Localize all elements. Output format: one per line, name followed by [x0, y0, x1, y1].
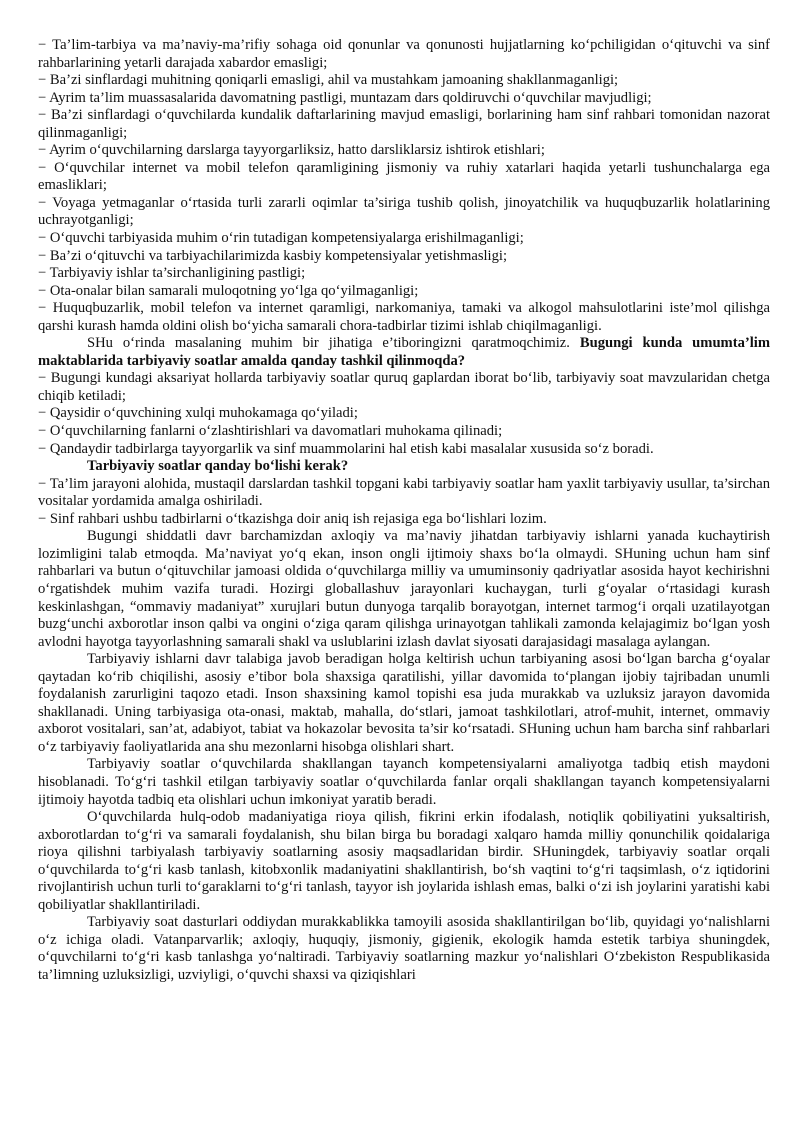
body-paragraph: Oʻquvchilarda hulq-odob madaniyatiga rioya qilish, fikrini erkin ifodalash, notiqlik qobiliyatini yuksaltirish, axborotlardan toʻgʻri va samarali foydalanish, shu bilan birga bu boradagi xalqaro hamda milliy qonunchilik qoidalariga rioya qilishni tarbiyalash tarbiyaviy soatlarning asosiy maqsadlaridan birdir. SHuningdek, tarbiyaviy soatlar orqali oʻquvchilarda toʻgʻri kasb tanlash, kitobxonlik madaniyatini shakllantirish, boʻsh vaqtini toʻgʻri taqsimlash, oʻz iqtidorini rivojlantirish uchun turli toʻgaraklarni toʻgʻri tanlash, tayyor ish joylarida ishlash emas, balki oʻzi ish joylarini yaratishi kabi qobiliyatlar shakllantiriladi.: [38, 809, 770, 913]
list-item: − Bugungi kundagi aksariyat hollarda tarbiyaviy soatlar quruq gaplardan iborat boʻlib, tarbiyaviy soat mavzularidan chetga chiqib ketiladi;: [38, 370, 770, 404]
section-heading: Tarbiyaviy soatlar qanday boʻlishi kerak?: [87, 458, 349, 475]
list-item: − Ta’lim jarayoni alohida, mustaqil darslardan tashkil topgani kabi tarbiyaviy soatlar ham yaxlit tarbiyaviy usullar, ta’sirchan vositalar yordamida amalga oshiriladi.: [38, 475, 770, 510]
bold-question: Bugungi kunda umumta’lim maktablarida tarbiyaviy soatlar amalda qanday tashkil qilinmoqda?: [38, 335, 770, 369]
list-item: − Ba’zi sinflardagi oʻquvchilarda kundalik daftarlarining mavjud emasligi, borlarining ham sinf rahbari tomonidan nazorat qilinmaganligi;: [38, 107, 770, 141]
list-item: − Sinf rahbari ushbu tadbirlarni oʻtkazishga doir aniq ish rejasiga ega boʻlishlari lozim.: [38, 510, 547, 527]
body-paragraph: Bugungi shiddatli davr barchamizdan axloqiy va ma’naviy jihatdan tarbiyaviy ishlarni yanada kuchaytirish lozimligini talab etmoqda. Ma’naviyat yoʻq ekan, inson ongli ijtimoiy shaxs boʻla olmaydi. SHuning uchun ham sinf rahbarlari va butun oʻqituvchilar jamoasi oldida oʻquvchilarga milliy va umuminsoniy qadriyatlar asosida hayot kechirishni oʻrgatishdek muhim vazifa turadi. Hozirgi globallashuv jarayonlari kuchaygan, turli gʻoyalar oʻrtasidagi kurash keskinlashgan, “ommaviy madaniyat” xurujlari butun dunyoga tarqalib borayotgan, internet tarmogʻi orqali uzatilayotgan buzgʻunchi axborotlar inson qalbi va ongini oʻziga qaram qilishga urinayotgan tahlikali zamonda kelajagimiz boʻlgan yosh avlodni hayotga tayyorlashning samarali shakl va uslublarini izlash davlat siyosati darajasidagi masalaga aylangan.: [38, 528, 770, 650]
paragraph-text: SHu oʻrinda masalaning muhim bir jihatiga e’tiboringizni qaratmoqchimiz.: [87, 335, 580, 352]
list-item: − Tarbiyaviy ishlar ta’sirchanligining pastligi;: [38, 265, 306, 282]
body-paragraph: Tarbiyaviy soat dasturlari oddiydan murakkablikka tamoyili asosida shakllantirilgan boʻlib, quyidagi yoʻnalishlarni oʻz ichiga oladi. Vatanparvarlik; axloqiy, huquqiy, jismoniy, gigienik, ekologik hamda estetik tarbiya shuningdek, oʻquvchilarni toʻgʻri kasb tanlashga yoʻnaltiradi. Tarbiyaviy soatlarning mazkur yoʻnalishlari Oʻzbekiston Respublikasida ta’limning uzluksizligi, uzviyligi, oʻquvchi shaxsi va qiziqishlari: [38, 914, 770, 983]
list-item: − Ota-onalar bilan samarali muloqotning yoʻlga qoʻyilmaganligi;: [38, 282, 419, 299]
body-paragraph: Tarbiyaviy soatlar oʻquvchilarda shakllangan tayanch kompetensiyalarni amaliyotga tadbiq etish maydoni hisoblanadi. Toʻgʻri tashkil etilgan tarbiyaviy soatlar oʻquvchilarda fanlar orqali shakllangan tayanch kompetensiyalarni ijtimoiy hayotda tadbiq eta olishlari uchun imkoniyat yaratib beradi.: [38, 756, 770, 808]
document-page: [38, 37, 770, 985]
body-paragraph: Tarbiyaviy ishlarni davr talabiga javob beradigan holga keltirish uchun tarbiyaning asosi boʻlgan barcha gʻoyalar qaytadan koʻrib chiqilishi, asosiy e’tibor bola shaxsiga qaratilishi, yillar davomida toʻplangan ijobiy tajribadan unumli foydalanish zarurligini taqozo etadi. Inson shaxsining kamol topishi esa juda murakkab va uzluksiz jarayon davomida shakllanadi. Uning tarbiyasiga ota-onasi, maktab, mahalla, doʻstlari, jamoat tashkilotlari, atrof-muhit, internet, ommaviy axborot vositalari, san’at, adabiyot, tabiat va hokazolar bevosita ta’sir koʻrsatadi. SHuning uchun ham barcha sinf rahbarlari oʻz tarbiyaviy faoliyatlarida ana shu mezonlarni hisobga olishlari shart.: [38, 651, 770, 755]
body-paragraph: [38, 335, 770, 370]
list-item: − Voyaga yetmaganlar oʻrtasida turli zararli oqimlar ta’siriga tushib qolish, jinoyatchilik va huquqbuzarlik holatlarining uchrayotganligi;: [38, 194, 770, 229]
list-item: − Ayrim oʻquvchilarning darslarga tayyorgarliksiz, hatto darsliklarsiz ishtirok etishlari;: [38, 142, 545, 159]
list-item: − Huquqbuzarlik, mobil telefon va internet qaramligi, narkomaniya, tamaki va alkogol mahsulotlarini iste’mol qilishga qarshi kurash hamda oldini olish boʻyicha samarali chora-tadbirlar tizimi ishlab chiqilmaganligi.: [38, 300, 770, 334]
list-item: − Qaysidir oʻquvchining xulqi muhokamaga qoʻyiladi;: [38, 405, 358, 422]
list-item: − Oʻquvchilarning fanlarni oʻzlashtirishlari va davomatlari muhokama qilinadi;: [38, 423, 503, 440]
list-item: − Ba’zi oʻqituvchi va tarbiyachilarimizda kasbiy kompetensiyalar yetishmasligi;: [38, 247, 508, 264]
list-item: − Oʻquvchi tarbiyasida muhim oʻrin tutadigan kompetensiyalarga erishilmaganligi;: [38, 230, 524, 247]
list-item: − Ta’lim-tarbiya va ma’naviy-ma’rifiy sohaga oid qonunlar va qonunosti hujjatlarning koʻpchiligidan oʻqituvchi va sinf rahbarlarining yetarli darajada xabardor emasligi;: [38, 37, 770, 71]
list-item: − Qandaydir tadbirlarga tayyorgarlik va sinf muammolarini hal etish kabi masalalar xususida soʻz boradi.: [38, 440, 654, 457]
list-item: − Ba’zi sinflardagi muhitning qoniqarli emasligi, ahil va mustahkam jamoaning shakllanmaganligi;: [38, 72, 619, 89]
list-item: − Oʻquvchilar internet va mobil telefon qaramligining jismoniy va ruhiy xatarlari haqida yetarli tushunchalarga ega emasliklari;: [38, 159, 770, 194]
list-item: − Ayrim ta’lim muassasalarida davomatning pastligi, muntazam dars qoldiruvchi oʻquvchilar mavjudligi;: [38, 89, 652, 106]
